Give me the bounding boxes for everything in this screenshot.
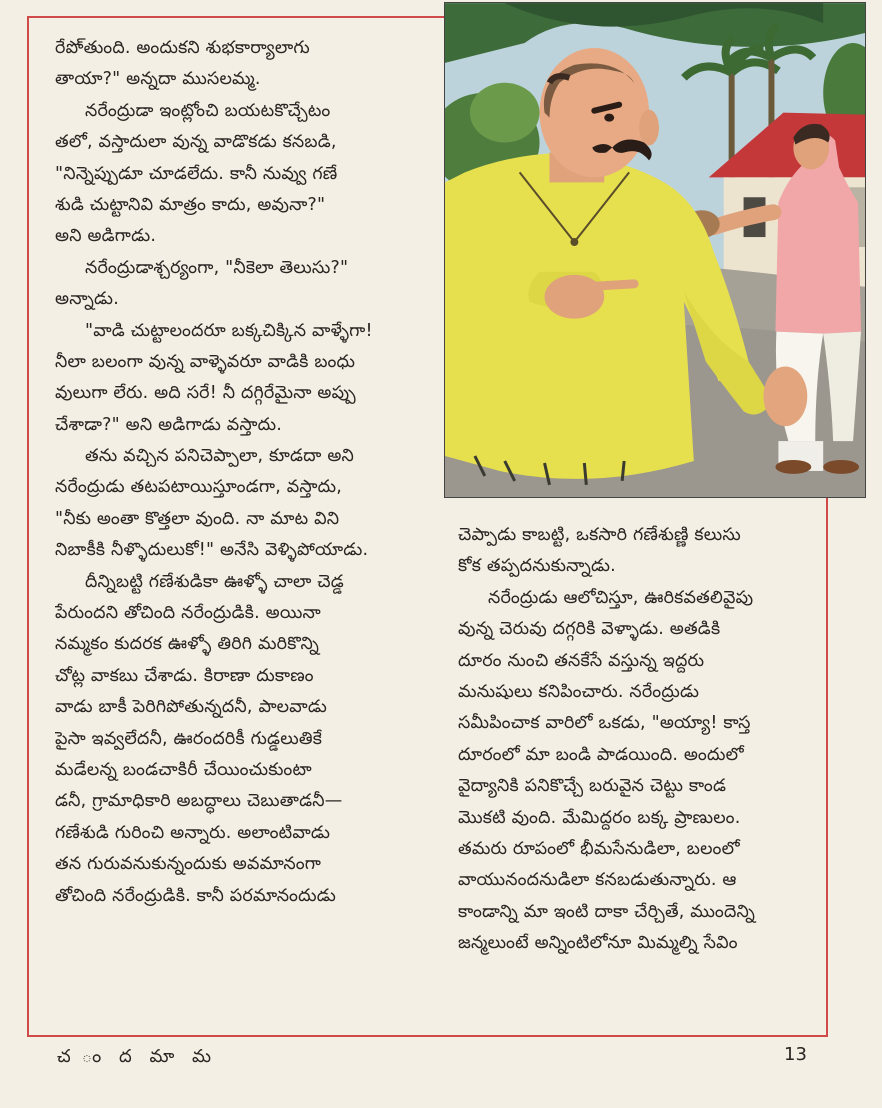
text-line: తాయా?" అన్నదా ముసలమ్మ. [55, 69, 261, 90]
magazine-name: చ ం ద మా మ [57, 1046, 218, 1067]
text-line: నమ్మకం కుదరక ఊళ్ళో తిరిగి మరికొన్ని [55, 634, 319, 655]
text-line: దూరంలో మా బండి పాడయింది. అందులో [458, 744, 744, 765]
text-line: వున్న చెరువు దగ్గరికి వెళ్ళాడు. అతడికి [458, 619, 721, 640]
text-line: నరేంద్రుడు తటపటాయిస్తూండగా, వస్తాదు, [55, 477, 343, 498]
text-line: తమరు రూపంలో భీమసేనుడిలా, బలంలో [458, 838, 740, 859]
text-line: గణేశుడి గురించి అన్నారు. అలాంటివాడు [55, 822, 331, 843]
text-line: వాడు బాకీ పెరిగిపోతున్నదనీ, పాలవాడు [55, 697, 328, 718]
text-line: నరేంద్రుడాశ్చర్యంగా, "నీకెలా తెలుసు?" [85, 257, 349, 278]
text-line: చేశాడా?" అని అడిగాడు వస్తాదు. [55, 414, 283, 435]
story-illustration [444, 2, 866, 498]
text-line: నరేంద్రుడు ఆలోచిస్తూ, ఊరికవతలివైపు [488, 587, 754, 608]
text-line: జన్మలుంటే అన్నింటిలోనూ మిమ్మల్ని సేవిం [458, 933, 738, 954]
text-line: అని అడిగాడు. [55, 226, 157, 247]
text-line: నీలా బలంగా వున్న వాళ్ళెవరూ వాడికి బంధు [55, 351, 356, 372]
text-line: తను వచ్చిన పనిచెప్పాలా, కూడదా అని [85, 446, 355, 467]
text-line: వాయునందనుడిలా కనబడుతున్నారు. ఆ [458, 870, 737, 891]
text-line: వులుగా లేరు. అది సరే! నీ దగ్గిరేమైనా అప్పు [55, 383, 356, 404]
text-line: పేరుందని తోచింది నరేంద్రుడికి. అయినా [55, 603, 321, 624]
text-line: పైసా ఇవ్వలేదనీ, ఊరందరికీ గుడ్డలుతికే [55, 728, 323, 749]
text-line: "నీకు అంతా కొత్తలా వుంది. నా మాట విని [55, 508, 340, 529]
text-line: మొకటి వుంది. మేమిద్దరం బక్క ప్రాణులం. [458, 807, 741, 828]
text-line: తోచింది నరేంద్రుడికి. కానీ పరమానందుడు [55, 885, 336, 906]
text-line: తలో, వస్తాదులా వున్న వాడొకడు కనబడి, [55, 132, 337, 153]
text-line: "నిన్నెప్పుడూ చూడలేదు. కానీ నువ్వు గణే [55, 163, 338, 184]
text-line: దీన్నిబట్టి గణేశుడికా ఊళ్ళో చాలా చెడ్డ [85, 571, 344, 592]
text-line: తన గురువనుకున్నందుకు అవమానంగా [55, 854, 322, 875]
text-line: అన్నాడు. [55, 289, 119, 310]
text-line: చోట్ల వాకబు చేశాడు. కిరాణా దుకాణం [55, 665, 314, 686]
text-line: చెప్పాడు కాబట్టి, ఒకసారి గణేశుణ్ణి కలుసు [458, 525, 741, 545]
text-line: వైద్యానికి పనికొచ్చే బరువైన చెట్టు కాండ [458, 776, 727, 797]
text-line: డనీ, గ్రామాధికారి అబద్ధాలు చెబుతాడనీ— [55, 791, 343, 812]
text-line: మడేలన్న బండచాకిరీ చేయించుకుంటా [55, 759, 312, 780]
text-line: "వాడి చుట్టాలందరూ బక్కచిక్కిన వాళ్ళేగా! [85, 320, 373, 341]
text-line: మనుషులు కనిపించారు. నరేంద్రుడు [458, 681, 700, 702]
left-text-column [55, 33, 433, 912]
text-line: దూరం నుంచి తనకేసే వస్తున్న ఇద్దరు [458, 650, 705, 671]
text-line: కోక తప్పదనుకున్నాడు. [458, 556, 616, 577]
text-line: నిబాకీకి నీళ్ళొదులుకో!" అనేసి వెళ్ళిపోయాడు. [55, 540, 369, 561]
page-number: 13 [784, 1044, 807, 1065]
text-line: రేపొ్తుంది. అందుకని శుభకార్యాలాగు [55, 38, 310, 58]
text-line: నరేంద్రుడా ఇంట్లోంచి బయటకొచ్చేటం [85, 100, 331, 121]
text-line: సమీపించాక వారిలో ఒకడు, "అయ్యా! కాస్త [458, 713, 751, 734]
text-line: శుడి చుట్టానివి మాత్రం కాదు, అవునా?" [55, 194, 326, 215]
text-line: కాండాన్ని మా ఇంటి దాకా చేర్చితే, ముందెన్ని [458, 901, 755, 922]
right-text-column [458, 520, 818, 959]
